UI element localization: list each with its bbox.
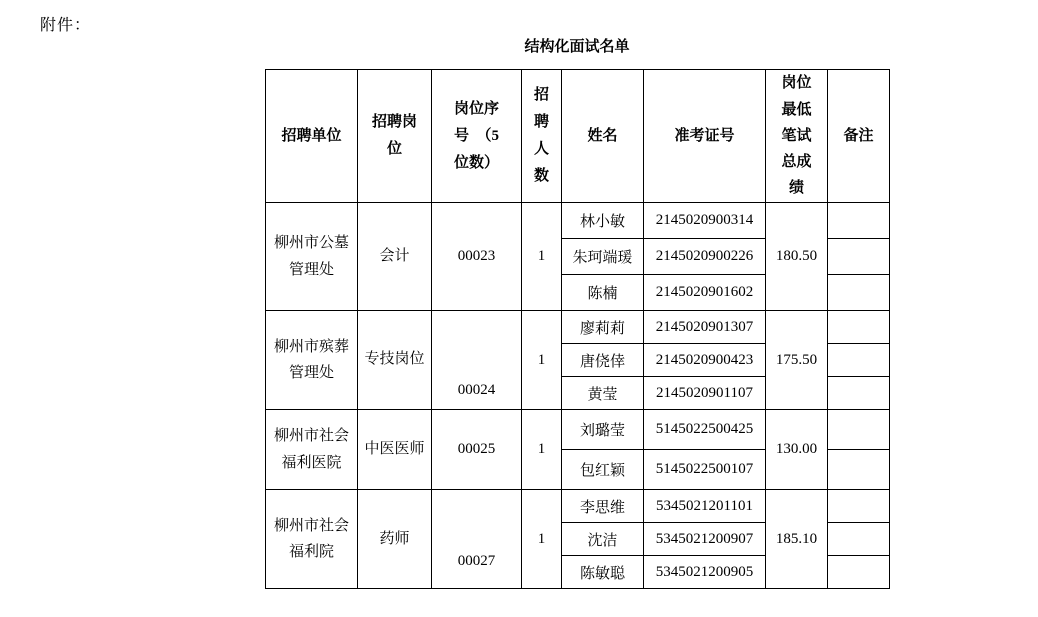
ticket-no-cell: 5145022500107	[644, 450, 766, 490]
col-header-remark: 备注	[828, 70, 890, 203]
page-title: 结构化面试名单	[524, 39, 630, 55]
candidate-name-cell: 朱珂端瑗	[562, 239, 644, 275]
unit-cell: 柳州市社会福利医院	[266, 410, 358, 490]
remark-cell	[828, 490, 890, 523]
remark-cell	[828, 344, 890, 377]
remark-cell	[828, 450, 890, 490]
table-row	[266, 203, 890, 239]
remark-cell	[828, 239, 890, 275]
table-row	[266, 311, 890, 344]
recruit-count-cell: 1	[522, 490, 562, 589]
document-body	[265, 38, 889, 589]
unit-cell: 柳州市公墓管理处	[266, 203, 358, 311]
candidate-name-cell: 陈楠	[562, 275, 644, 311]
col-header-ticket: 准考证号	[644, 70, 766, 203]
remark-cell	[828, 203, 890, 239]
table-row	[266, 490, 890, 523]
ticket-no-cell: 2145020900423	[644, 344, 766, 377]
candidate-name-cell: 刘璐莹	[562, 410, 644, 450]
ticket-no-cell: 5345021200905	[644, 556, 766, 589]
ticket-no-cell: 2145020900226	[644, 239, 766, 275]
table-header-row	[266, 70, 890, 203]
candidate-name-cell: 廖莉莉	[562, 311, 644, 344]
job-no-cell: 00023	[432, 203, 522, 311]
candidate-name-cell: 包红颖	[562, 450, 644, 490]
candidate-name-cell: 沈洁	[562, 523, 644, 556]
ticket-no-cell: 2145020900314	[644, 203, 766, 239]
col-header-count: 招聘人数	[522, 70, 562, 203]
min-score-cell: 175.50	[766, 311, 828, 410]
ticket-no-cell: 5145022500425	[644, 410, 766, 450]
candidate-name-cell: 黄莹	[562, 377, 644, 410]
job-no-cell: 00025	[432, 410, 522, 490]
job-no-cell: 00027	[432, 490, 522, 589]
candidate-name-cell: 唐侥倖	[562, 344, 644, 377]
candidate-name-cell: 陈敏聪	[562, 556, 644, 589]
remark-cell	[828, 556, 890, 589]
recruit-count-cell: 1	[522, 311, 562, 410]
ticket-no-cell: 2145020901602	[644, 275, 766, 311]
remark-cell	[828, 311, 890, 344]
job-no-cell: 00024	[432, 311, 522, 410]
position-cell: 中医医师	[358, 410, 432, 490]
attachment-label: 附件：	[40, 17, 92, 34]
position-cell: 会计	[358, 203, 432, 311]
col-header-position: 招聘岗位	[358, 70, 432, 203]
candidate-name-cell: 林小敏	[562, 203, 644, 239]
remark-cell	[828, 275, 890, 311]
min-score-cell: 130.00	[766, 410, 828, 490]
col-header-unit: 招聘单位	[266, 70, 358, 203]
col-header-job-no: 岗位序号 （5位数）	[432, 70, 522, 203]
recruit-count-cell: 1	[522, 203, 562, 311]
unit-cell: 柳州市殡葬管理处	[266, 311, 358, 410]
ticket-no-cell: 2145020901307	[644, 311, 766, 344]
remark-cell	[828, 377, 890, 410]
candidate-name-cell: 李思维	[562, 490, 644, 523]
ticket-no-cell: 5345021200907	[644, 523, 766, 556]
position-cell: 药师	[358, 490, 432, 589]
remark-cell	[828, 410, 890, 450]
min-score-cell: 185.10	[766, 490, 828, 589]
min-score-cell: 180.50	[766, 203, 828, 311]
ticket-no-cell: 2145020901107	[644, 377, 766, 410]
recruit-count-cell: 1	[522, 410, 562, 490]
col-header-min-score: 岗位最低笔试总成绩	[766, 70, 828, 203]
ticket-no-cell: 5345021201101	[644, 490, 766, 523]
interview-roster-table	[265, 69, 890, 589]
table-row	[266, 410, 890, 450]
unit-cell: 柳州市社会福利院	[266, 490, 358, 589]
remark-cell	[828, 523, 890, 556]
position-cell: 专技岗位	[358, 311, 432, 410]
col-header-name: 姓名	[562, 70, 644, 203]
